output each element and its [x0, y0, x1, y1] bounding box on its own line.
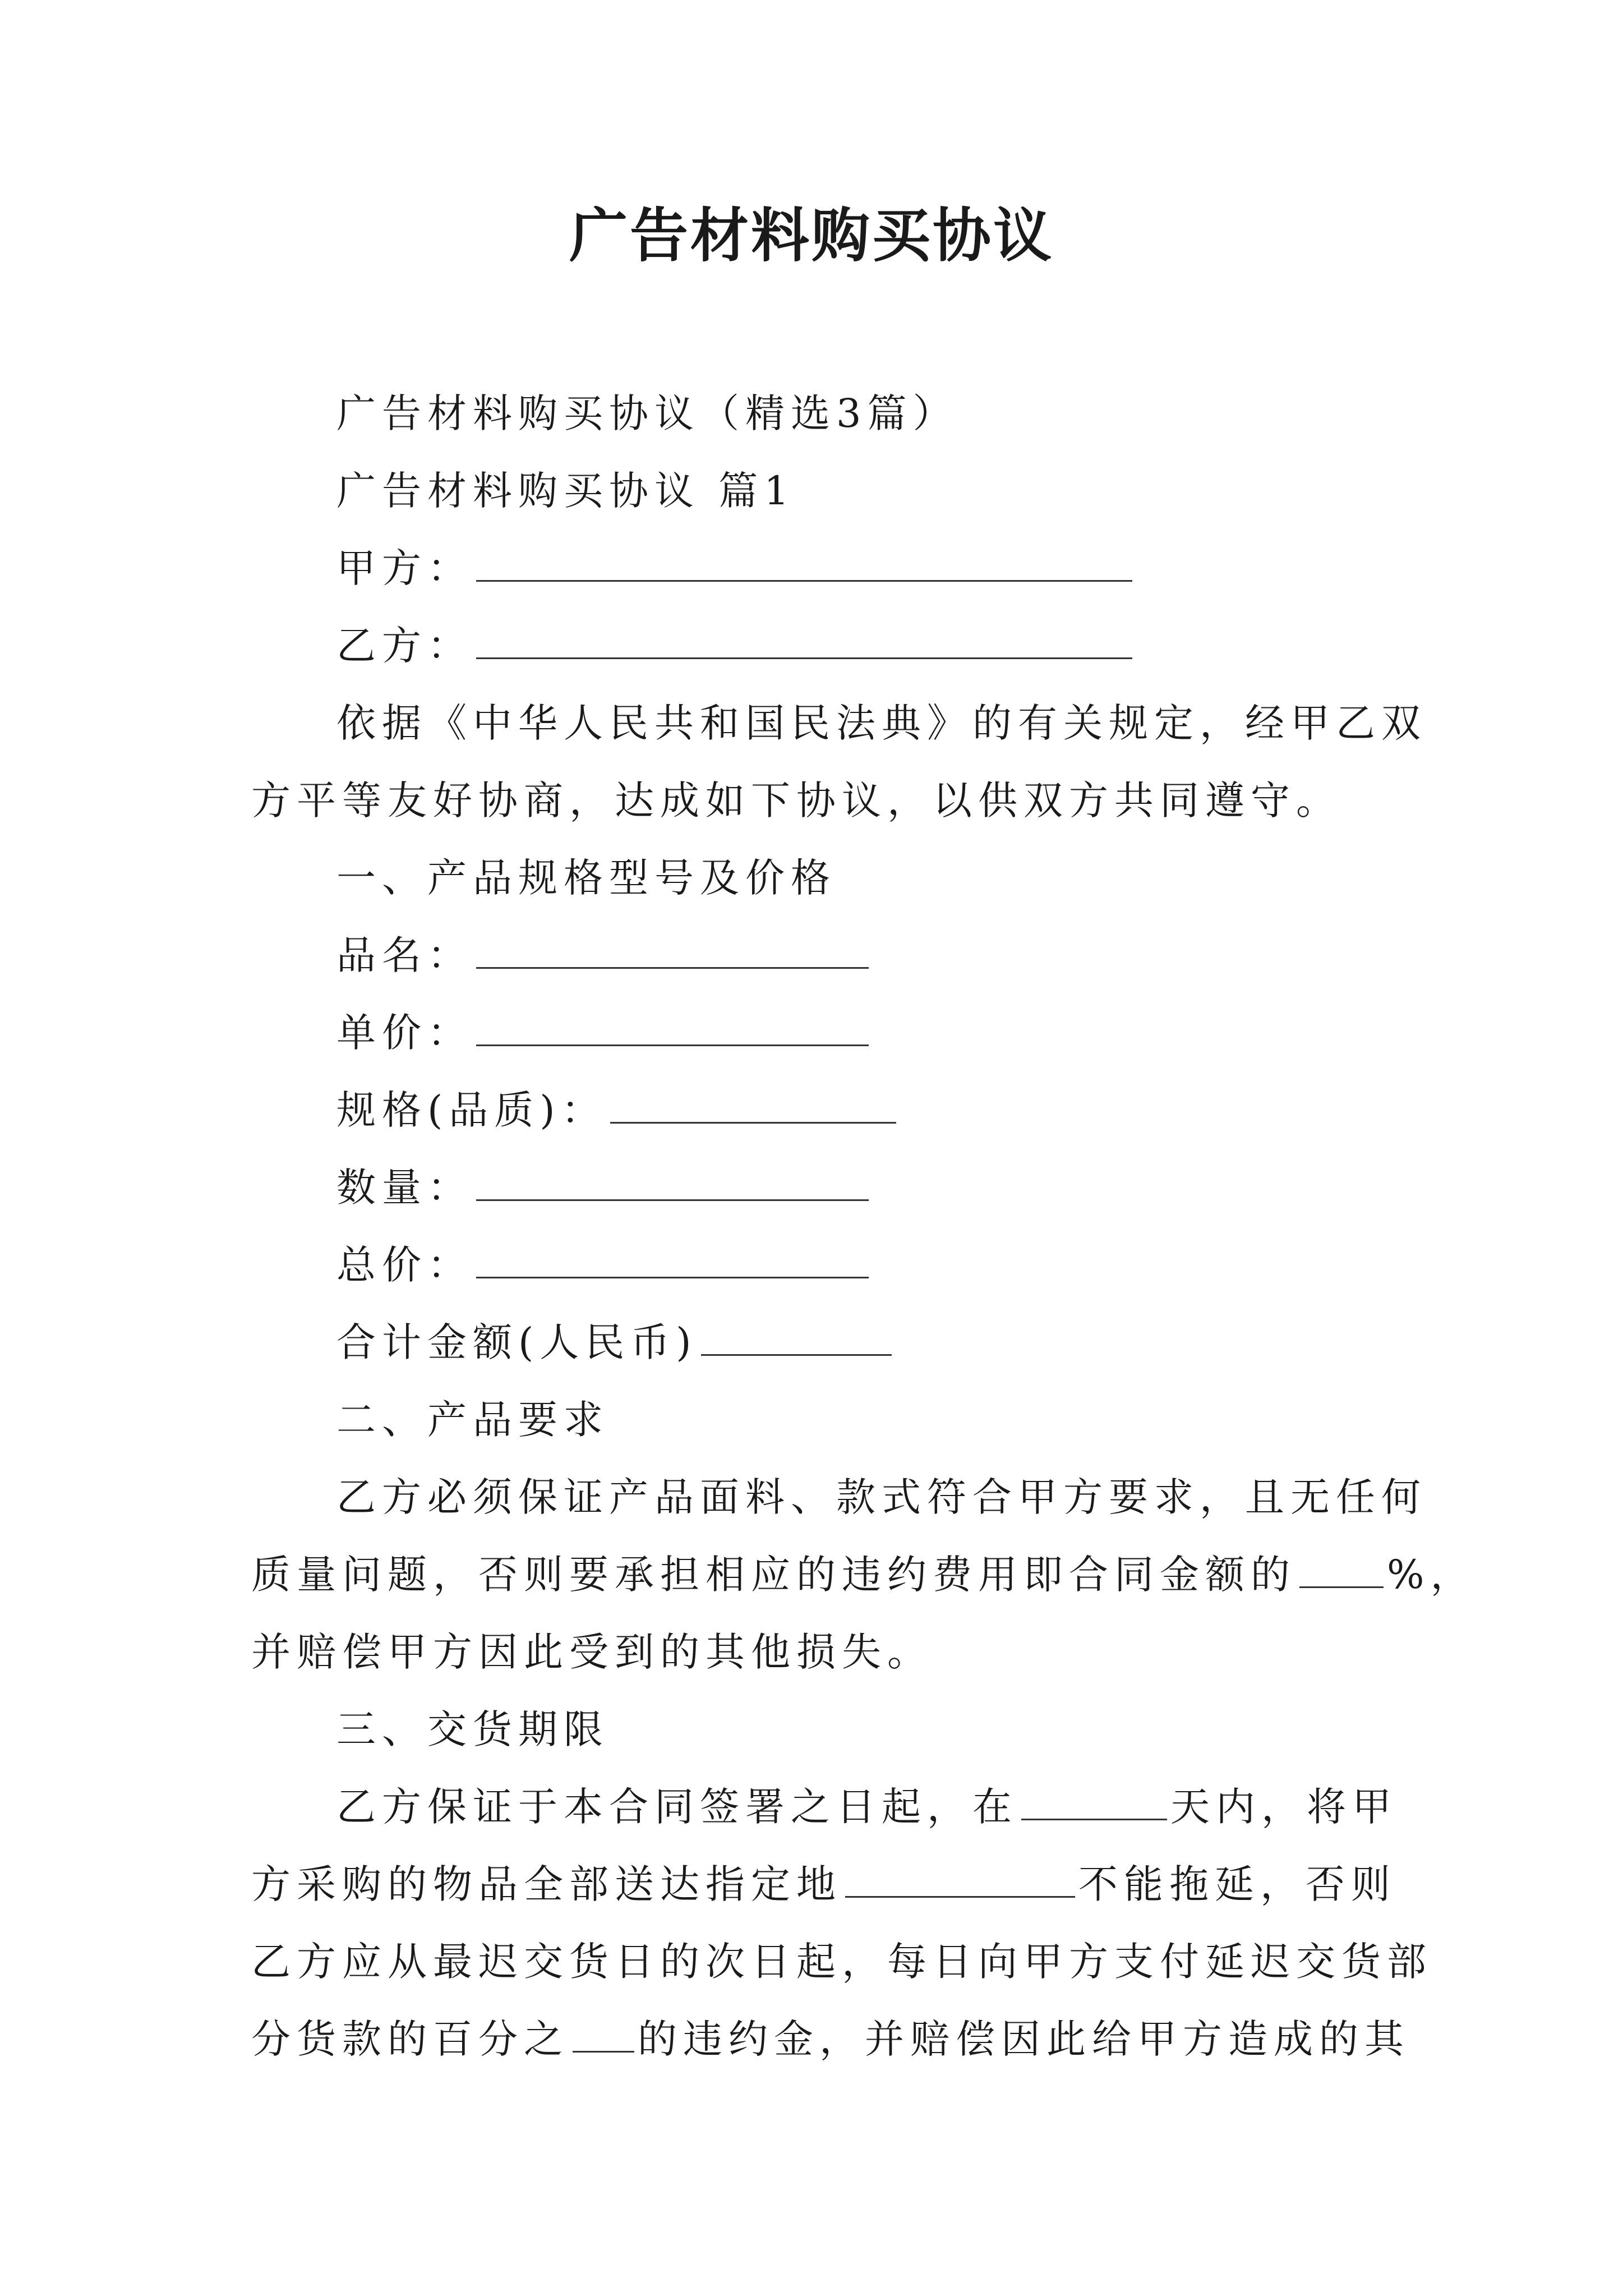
req-line-2	[251, 1536, 1476, 1613]
section-heading: 广告材料购买协议 篇1	[336, 468, 795, 514]
field-unit-price-line	[251, 994, 1395, 1071]
delivery-line-4-text: 分货款的百分之	[251, 2016, 569, 2062]
req-line-1: 乙方必须保证产品面料、款式符合甲方要求，且无任何	[336, 1474, 1427, 1520]
party-b-label: 乙方：	[336, 623, 473, 669]
req-line-2-text: 质量问题，否则要承担相应的违约费用即合同金额的	[251, 1552, 1296, 1598]
field-quantity-line	[251, 1149, 1395, 1226]
field-unit-price-blank[interactable]	[476, 1005, 869, 1046]
delivery-place-blank[interactable]	[845, 1857, 1075, 1898]
delivery-line-4	[251, 2000, 1410, 2078]
section1-heading: 一、产品规格型号及价格	[336, 855, 836, 901]
field-sum-label: 合计金额(人民币)	[336, 1319, 698, 1365]
intro-line-1: 依据《中华人民共和国民法典》的有关规定，经甲乙双	[336, 700, 1427, 746]
delivery-line-1-suffix: 天内，将甲	[1170, 1784, 1398, 1830]
delivery-line-2	[251, 1846, 1395, 1923]
field-total-price-line	[251, 1226, 1395, 1304]
field-sum-blank[interactable]	[701, 1315, 892, 1356]
req-line-3: 并赔偿甲方因此受到的其他损失。	[251, 1629, 933, 1675]
penalty-percent-blank[interactable]	[1299, 1547, 1384, 1588]
party-a-blank[interactable]	[476, 541, 1132, 582]
delivery-line-1-text: 乙方保证于本合同签署之日起，在	[336, 1784, 1018, 1830]
delivery-line-2-suffix: 不能拖延，否则	[1078, 1861, 1396, 1907]
field-total-price-blank[interactable]	[476, 1237, 869, 1278]
delivery-days-blank[interactable]	[1021, 1779, 1167, 1820]
party-b-blank[interactable]	[476, 618, 1132, 659]
party-a-label: 甲方：	[336, 545, 473, 591]
delivery-line-3: 乙方应从最迟交货日的次日起，每日向甲方支付延迟交货部	[251, 1939, 1432, 1985]
field-spec-line	[251, 1071, 1395, 1149]
field-sum-line	[251, 1304, 1395, 1381]
field-spec-label: 规格(品质)：	[336, 1087, 607, 1133]
subtitle: 广告材料购买协议（精选3篇）	[336, 390, 958, 436]
field-spec-blank[interactable]	[610, 1083, 896, 1124]
field-name-blank[interactable]	[476, 928, 869, 969]
field-total-price-label: 总价：	[336, 1242, 473, 1288]
field-name-line	[251, 917, 1395, 994]
document-title: 广告材料购买协议	[569, 201, 1054, 270]
field-unit-price-label: 单价：	[336, 1010, 473, 1056]
field-quantity-blank[interactable]	[476, 1160, 869, 1201]
intro-line-2: 方平等友好协商，达成如下协议，以供双方共同遵守。	[251, 777, 1341, 823]
section3-heading: 三、交货期限	[336, 1706, 609, 1752]
party-a-line	[251, 530, 1395, 607]
late-penalty-percent-blank[interactable]	[573, 2012, 634, 2053]
field-name-label: 品名：	[336, 932, 473, 978]
req-line-2-suffix: %，	[1387, 1552, 1476, 1598]
delivery-line-1	[251, 1768, 1398, 1846]
document-body	[251, 375, 1476, 2078]
delivery-line-2-text: 方采购的物品全部送达指定地	[251, 1861, 842, 1907]
delivery-line-4-suffix: 的违约金，并赔偿因此给甲方造成的其	[638, 2016, 1410, 2062]
field-quantity-label: 数量：	[336, 1165, 473, 1211]
section2-heading: 二、产品要求	[336, 1397, 609, 1443]
party-b-line	[251, 607, 1395, 684]
